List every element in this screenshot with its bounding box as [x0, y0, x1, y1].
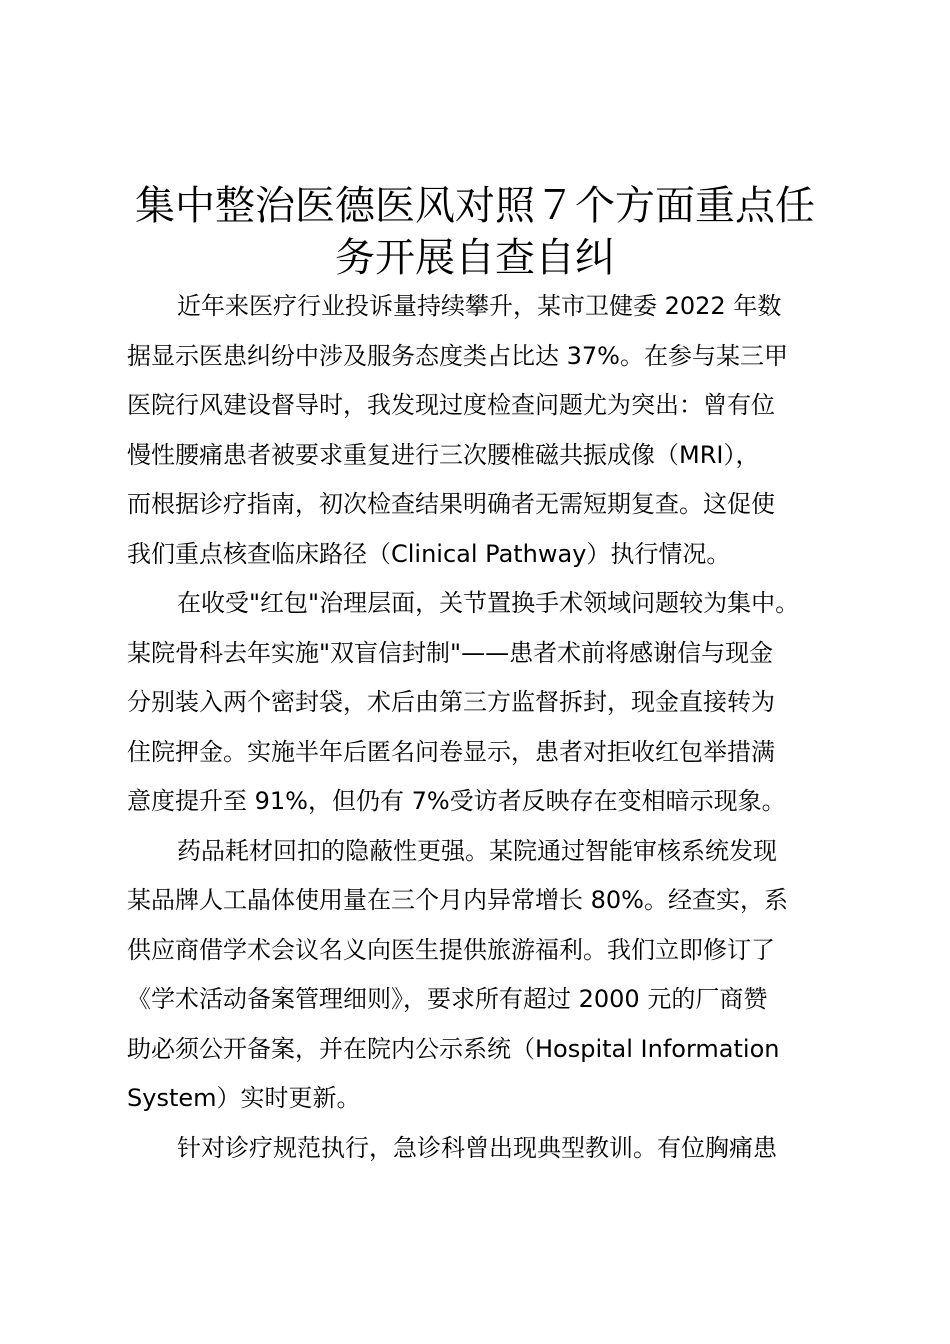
paragraph — [127, 827, 847, 1124]
paragraph — [127, 579, 847, 827]
title-line: 集中整治医德医风对照７个方面重点任 — [135, 183, 815, 229]
document-title — [100, 180, 850, 284]
paragraph-line: 我们重点核查临床路径（Clinical Pathway）执行情况。 — [127, 539, 731, 568]
paragraph-line: 药品耗材回扣的隐蔽性更强。某院通过智能审核系统发现 — [177, 836, 777, 865]
paragraph-line: 供应商借学术会议名义向医生提供旅游福利。我们立即修订了 — [127, 935, 775, 964]
paragraph-line: 分别装入两个密封袋，术后由第三方监督拆封，现金直接转为 — [127, 688, 775, 716]
paragraph-line: 意度提升至 91%，但仍有 7%受访者反映存在变相暗示现象。 — [127, 787, 786, 815]
paragraph-line: 医院行风建设督导时，我发现过度检查问题尤为突出：曾有位 — [127, 391, 775, 419]
paragraph-line: 慢性腰痛患者被要求重复进行三次腰椎磁共振成像（MRI）， — [127, 440, 760, 469]
paragraph — [127, 1124, 847, 1174]
paragraph-line: 助必须公开备案，并在院内公示系统（Hospital Information — [127, 1034, 780, 1063]
paragraph-line: 某院骨科去年实施"双盲信封制"——患者术前将感谢信与现金 — [127, 638, 774, 667]
paragraph — [127, 282, 847, 579]
paragraph-line: System）实时更新。 — [127, 1084, 361, 1112]
paragraph-line: 某品牌人工晶体使用量在三个月内异常增长 80%。经查实，系 — [127, 886, 788, 914]
paragraph-line: 住院押金。实施半年后匿名问卷显示，患者对拒收红包举措满 — [127, 737, 775, 766]
paragraph-line: 《学术活动备案管理细则》，要求所有超过 2000 元的厂商赞 — [127, 985, 768, 1013]
paragraph-line: 近年来医疗行业投诉量持续攀升，某市卫健委 2022 年数 — [177, 292, 782, 320]
document-body — [127, 282, 847, 1173]
paragraph-line: 据显示医患纠纷中涉及服务态度类占比达 37%。在参与某三甲 — [127, 341, 788, 370]
paragraph-line: 而根据诊疗指南，初次检查结果明确者无需短期复查。这促使 — [127, 490, 775, 518]
paragraph-line: 在收受"红包"治理层面，关节置换手术领域问题较为集中。 — [177, 589, 800, 617]
title-line: 务开展自查自纠 — [335, 235, 615, 281]
paragraph-line: 针对诊疗规范执行，急诊科曾出现典型教训。有位胸痛患 — [177, 1133, 777, 1162]
